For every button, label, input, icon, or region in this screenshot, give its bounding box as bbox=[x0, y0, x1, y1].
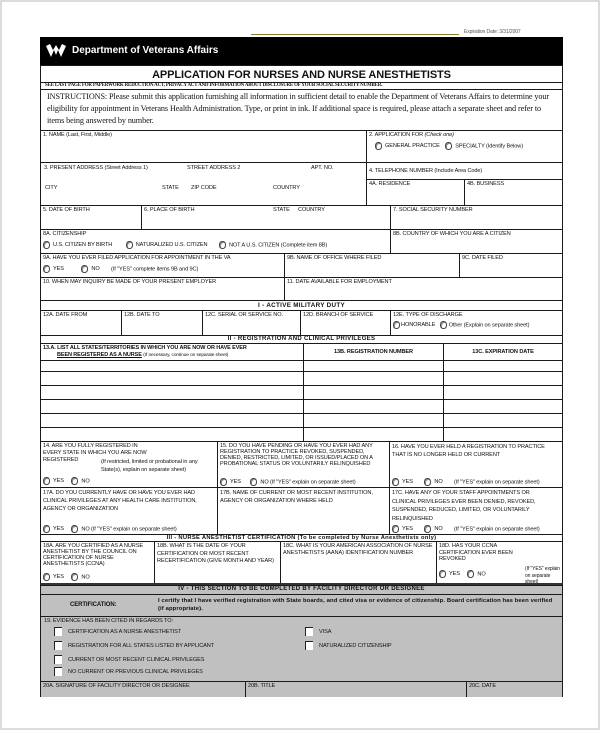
citizenship bbox=[40, 229, 391, 254]
evidence-cited-label: 19. EVIDENCE HAS BEEN CITED IN REGARDS TO: bbox=[44, 618, 173, 624]
other-discharge-radio[interactable] bbox=[440, 321, 447, 329]
evidence-item-label: VISA bbox=[319, 628, 332, 635]
ccna-certified-label: 18A. ARE YOU CERTIFIED AS A NURSE ANESTHETIST BY THE COUNCIL ON CERTIFICATION OF NURSE ANESTHETISTS (CCNA) bbox=[43, 543, 144, 567]
branch-field[interactable] bbox=[300, 310, 391, 336]
street2-label: STREET ADDRESS 2 bbox=[187, 165, 241, 171]
state-cell[interactable] bbox=[40, 371, 304, 386]
date-field[interactable] bbox=[466, 681, 563, 697]
date-available-field[interactable] bbox=[284, 277, 563, 301]
telephone-header bbox=[366, 162, 563, 180]
q17a-no-label: NO (If "YES" explain on separate sheet) bbox=[81, 526, 177, 533]
date-label: 20C. DATE bbox=[469, 683, 496, 689]
agency-banner bbox=[40, 37, 563, 66]
section-3-header: III - NURSE ANESTHETIST CERTIFICATION (To be completed by Nurse Anesthetists only) bbox=[40, 534, 563, 542]
evidence-item bbox=[305, 641, 392, 650]
address-field[interactable] bbox=[40, 162, 367, 206]
branch-label: 12D. BRANCH OF SERVICE bbox=[303, 312, 374, 318]
q17c-yes-label: YES bbox=[402, 526, 413, 533]
ccna-revoked bbox=[436, 541, 563, 584]
telephone-label: 4. TELEPHONE NUMBER (Include Area Code) bbox=[369, 168, 483, 174]
date-filed-label: 9C. DATE FILED bbox=[462, 255, 503, 261]
application-for-note: (Check one) bbox=[424, 132, 454, 138]
aana-id-field[interactable] bbox=[280, 541, 437, 584]
application-for bbox=[366, 130, 563, 163]
clinical-privileges bbox=[40, 487, 218, 535]
discharge bbox=[390, 310, 563, 336]
certification-text: I certify that I have verified registration with State boards, and cited visa or evidence of citizenship. Board certification has been verified (if appropriate). bbox=[158, 598, 553, 612]
application-for-label: 2. APPLICATION FOR bbox=[369, 132, 424, 138]
section-4-header: IV - THIS SECTION TO BE COMPLETED BY FACILITY DIRECTOR OR DESIGNEE bbox=[40, 585, 563, 595]
employer-inquiry-label: 10. WHEN MAY INQUIRY BE MADE OF YOUR PRESENT EMPLOYER bbox=[43, 279, 217, 285]
not-citizen-label: NOT A U.S. CITIZEN (Complete item 8B) bbox=[228, 242, 328, 249]
expiration-date-header: 13C. EXPIRATION DATE bbox=[443, 343, 563, 361]
q18d-yes-label: YES bbox=[449, 571, 460, 578]
not-citizen-radio[interactable] bbox=[219, 241, 226, 249]
privileges-denied-label: 17C. HAVE ANY OF YOUR STAFF APPOINTMENTS OR CLINICAL PRIVILEGES EVER BEEN DENIED, REVOKED, SUSPENDED, REDUCED, LIMITED, OR VOLUNTARILY RELINQUISHED bbox=[392, 490, 536, 522]
q15-yes-label: YES bbox=[230, 479, 241, 486]
date-from-label: 12A. DATE FROM bbox=[43, 312, 88, 318]
states-header-note: (If necessary, continue on separate sheet) bbox=[143, 353, 229, 358]
q18a-yes-radio[interactable] bbox=[43, 573, 50, 581]
expiration-date-cell[interactable] bbox=[443, 399, 563, 414]
registration-revoked bbox=[217, 441, 390, 488]
q17c-no-label: NO bbox=[434, 526, 443, 533]
business-phone-field[interactable] bbox=[464, 179, 563, 206]
clinical-privileges-label: 17A. DO YOU CURRENTLY HAVE OR HAVE YOU EVER HAD CLINICAL PRIVILEGES AT ANY HEALTH CARE INSTITUTION, AGENCY OR ORGANIZATION bbox=[43, 490, 197, 512]
evidence-item-label: REGISTRATION FOR ALL STATES LISTED BY APPLICANT bbox=[68, 642, 215, 649]
institution-name-field[interactable] bbox=[217, 487, 390, 535]
citizen-by-birth-label: U.S. CITIZEN BY BIRTH bbox=[53, 242, 113, 249]
evidence-item-label: NATURALIZED CITIZENSHIP bbox=[319, 642, 392, 649]
service-no-field[interactable] bbox=[202, 310, 301, 336]
date-to-label: 12B. DATE TO bbox=[124, 312, 160, 318]
fully-registered-note: (If restricted, limited or probational in any State(s), explain on separate sheet) bbox=[101, 459, 198, 473]
specialty-radio[interactable] bbox=[445, 142, 452, 150]
honorable-radio[interactable] bbox=[393, 321, 400, 329]
evidence-item bbox=[54, 627, 181, 636]
birthplace-field[interactable] bbox=[141, 205, 391, 230]
q15-no-label: NO (If "YES" explain on separate sheet) bbox=[260, 479, 356, 486]
title-field[interactable] bbox=[245, 681, 467, 697]
office-filed-field[interactable] bbox=[284, 253, 460, 278]
fully-registered bbox=[40, 441, 218, 488]
evidence-item bbox=[54, 667, 203, 676]
instructions: INSTRUCTIONS: Please submit this application furnishing all information in sufficient detail to enable the Department of Veterans Affairs to determine your eligibility for appointment in Veterans Health Administration. Type, or print in ink. If additional space is required, please attach a separate sheet and refer to items being answered by number. bbox=[40, 89, 563, 131]
filed-note: (If "YES" complete items 9B and 9C) bbox=[111, 266, 199, 273]
naturalized-label: NATURALIZED U.S. CITIZEN bbox=[135, 242, 208, 249]
dob-field[interactable] bbox=[40, 205, 142, 230]
visa-checkbox[interactable] bbox=[305, 627, 313, 636]
dob-label: 5. DATE OF BIRTH bbox=[43, 207, 90, 213]
section-1-header: I - ACTIVE MILITARY DUTY bbox=[40, 300, 563, 311]
name-label: 1. NAME (Last, First, Middle) bbox=[43, 132, 112, 138]
honorable-label: HONORABLE bbox=[401, 322, 436, 329]
current-privileges-checkbox[interactable] bbox=[54, 655, 62, 664]
title-label: 20B. TITLE bbox=[248, 683, 276, 689]
certification-date-label: 18B. WHAT IS THE DATE OF YOUR CERTIFICATION OR MOST RECENT RECERTIFICATION (GIVE MONTH AND YEAR) bbox=[157, 543, 274, 564]
aana-id-label: 18C. WHAT IS YOUR AMERICAN ASSOCIATION OF NURSE ANESTHETISTS (AANA) IDENTIFICATION NUMBER bbox=[283, 543, 433, 556]
q16-no-label: NO bbox=[434, 479, 443, 486]
ccna-revoked-note: (If "YES" explain on separate sheet) bbox=[525, 566, 560, 584]
evidence-item bbox=[54, 655, 204, 664]
registration-revoked-label: 15. DO YOU HAVE PENDING OR HAVE YOU EVER HAD ANY REGISTRATION TO PRACTICE REVOKED, SUSPENDED, DENIED, RESTRICTED, LIMITED, OR ISSUED/PLACED ON A PROBATIONAL STATUS OR VOLUNTARILY RELINQUISHED bbox=[220, 443, 373, 467]
date-filed-field[interactable] bbox=[459, 253, 563, 278]
agency-name: Department of Veterans Affairs bbox=[72, 45, 219, 56]
registration-checkbox[interactable] bbox=[54, 641, 62, 650]
registration-no-longer-held-label: 16. HAVE YOU EVER HELD A REGISTRATION TO PRACTICE THAT IS NO LONGER HELD OR CURRENT bbox=[392, 444, 545, 458]
q17c-yes-radio[interactable] bbox=[392, 525, 399, 533]
date-from-field[interactable] bbox=[40, 310, 122, 336]
citizenship-label: 8A. CITIZENSHIP bbox=[43, 231, 87, 237]
ccna-certified bbox=[40, 541, 155, 584]
naturalized-radio[interactable] bbox=[126, 241, 133, 249]
signature-field[interactable] bbox=[40, 681, 246, 697]
date-available-label: 11. DATE AVAILABLE FOR EMPLOYMENT bbox=[287, 279, 392, 285]
q18a-no-label: NO bbox=[81, 574, 90, 581]
fully-registered-label: 14. ARE YOU FULLY REGISTERED IN EVERY STATE IN WHICH YOU ARE NOW REGISTERED bbox=[43, 443, 147, 463]
registration-number-header: 13B. REGISTRATION NUMBER bbox=[303, 343, 444, 361]
expiration-date-cell[interactable] bbox=[443, 413, 563, 428]
birthplace-label: 6. PLACE OF BIRTH bbox=[144, 207, 195, 213]
q17a-yes-label: YES bbox=[53, 526, 64, 533]
citizen-country-label: 8B. COUNTRY OF WHICH YOU ARE A CITIZEN bbox=[393, 231, 511, 237]
expiration-date-cell[interactable] bbox=[443, 371, 563, 386]
zip-label: ZIP CODE bbox=[191, 185, 217, 191]
other-discharge-label: Other (Explain on separate sheet) bbox=[448, 322, 530, 329]
privacy-notice: SEE LAST PAGE FOR PAPERWORK REDUCTION ACT, PRIVACY ACT AND INFORMATION ABOUT DISCLOSURE OF YOUR SOCIAL SECURITY NUMBER. bbox=[40, 82, 563, 90]
name-field[interactable] bbox=[40, 130, 367, 163]
discharge-label: 12E. TYPE OF DISCHARGE bbox=[393, 312, 463, 318]
q17a-yes-radio[interactable] bbox=[43, 525, 50, 533]
registration-no-longer-held bbox=[389, 441, 563, 488]
q18a-no-radio[interactable] bbox=[71, 573, 78, 581]
expiration-date-cell[interactable] bbox=[443, 427, 563, 442]
q18d-no-radio[interactable] bbox=[467, 570, 474, 578]
certification-checkbox[interactable] bbox=[54, 627, 62, 636]
address-label: 3. PRESENT ADDRESS (Street Address 1) bbox=[44, 165, 148, 171]
state-cell[interactable] bbox=[40, 413, 304, 428]
filed-application bbox=[40, 253, 285, 278]
expiration-date-cell[interactable] bbox=[443, 385, 563, 400]
q16-note: (If "YES" explain on separate sheet) bbox=[454, 479, 540, 486]
state-label: STATE bbox=[162, 185, 179, 191]
date-to-field[interactable] bbox=[121, 310, 203, 336]
country-label: COUNTRY bbox=[273, 185, 300, 191]
citizen-country-field[interactable] bbox=[390, 229, 563, 254]
evidence-cited bbox=[40, 616, 563, 682]
q17c-note: (If "YES" explain on separate sheet) bbox=[454, 526, 540, 533]
certification-date-field[interactable] bbox=[154, 541, 281, 584]
q14-yes-label: YES bbox=[53, 478, 64, 485]
q15-yes-radio[interactable] bbox=[220, 478, 227, 486]
ccna-revoked-label: 18D. HAS YOUR CCNA CERTIFICATION EVER BEEN REVOKED bbox=[439, 543, 513, 562]
certification-label: CERTIFICATION: bbox=[70, 602, 117, 608]
privileges-denied bbox=[389, 487, 563, 535]
evidence-item-label: CURRENT OR MOST RECENT CLINICAL PRIVILEGES bbox=[68, 656, 205, 663]
ssn-label: 7. SOCIAL SECURITY NUMBER bbox=[393, 207, 473, 213]
general-practice-radio[interactable] bbox=[375, 142, 382, 150]
birth-state-label: STATE bbox=[273, 207, 290, 213]
state-cell[interactable] bbox=[40, 427, 304, 442]
filed-no-radio[interactable] bbox=[81, 265, 88, 273]
no-privileges-checkbox[interactable] bbox=[54, 667, 62, 676]
business-label: 4B. BUSINESS bbox=[467, 181, 505, 187]
registration-number-cell[interactable] bbox=[303, 427, 444, 442]
residence-label: 4A. RESIDENCE bbox=[369, 181, 411, 187]
general-practice-label: GENERAL PRACTICE bbox=[385, 143, 440, 150]
q18d-no-label: NO bbox=[477, 571, 486, 578]
registration-number-cell[interactable] bbox=[303, 399, 444, 414]
certification-row bbox=[40, 594, 563, 617]
state-cell[interactable] bbox=[40, 399, 304, 414]
gold-rule bbox=[251, 34, 459, 35]
service-no-label: 12C. SERIAL OR SERVICE NO. bbox=[205, 312, 283, 318]
evidence-item-label: CERTIFICATION AS A NURSE ANESTHETIST bbox=[68, 628, 182, 635]
filed-no-label: NO bbox=[91, 266, 100, 273]
evidence-item bbox=[305, 627, 331, 636]
registration-number-cell[interactable] bbox=[303, 413, 444, 428]
ssn-field[interactable] bbox=[390, 205, 563, 230]
states-header-label: 13.A. LIST ALL STATES/TERRITORIES IN WHICH YOU ARE NOW OR HAVE EVER bbox=[43, 345, 247, 351]
office-filed-label: 9B. NAME OF OFFICE WHERE FILED bbox=[287, 255, 382, 261]
filed-yes-label: YES bbox=[53, 266, 64, 273]
q18d-yes-radio[interactable] bbox=[439, 570, 446, 578]
q15-no-radio[interactable] bbox=[250, 478, 257, 486]
citizen-by-birth-radio[interactable] bbox=[43, 241, 50, 249]
q18a-yes-label: YES bbox=[53, 574, 64, 581]
q16-yes-radio[interactable] bbox=[392, 478, 399, 486]
q16-no-radio[interactable] bbox=[424, 478, 431, 486]
apt-label: APT. NO. bbox=[311, 165, 334, 171]
states-header bbox=[40, 343, 304, 361]
signature-label: 20A. SIGNATURE OF FACILITY DIRECTOR OR DESIGNEE bbox=[43, 683, 190, 689]
expiration-date: Expiration Date: 3/31/2007 bbox=[464, 29, 521, 35]
q17c-no-radio[interactable] bbox=[424, 525, 431, 533]
birth-country-label: COUNTRY bbox=[298, 207, 325, 213]
q17a-no-radio[interactable] bbox=[71, 525, 78, 533]
registration-number-cell[interactable] bbox=[303, 371, 444, 386]
q14-no-label: NO bbox=[81, 478, 90, 485]
section-2-header: II - REGISTRATION AND CLINICAL PRIVILEGES bbox=[40, 335, 563, 344]
evidence-item-label: NO CURRENT OR PREVIOUS CLINICAL PRIVILEGES bbox=[68, 668, 203, 675]
q14-no-radio[interactable] bbox=[71, 477, 78, 485]
residence-phone-field[interactable] bbox=[366, 179, 465, 206]
registration-number-cell[interactable] bbox=[303, 385, 444, 400]
naturalized-checkbox[interactable] bbox=[305, 641, 313, 650]
city-label: CITY bbox=[45, 185, 58, 191]
state-cell[interactable] bbox=[40, 385, 304, 400]
specialty-label: SPECIALTY (Identify Below) bbox=[455, 143, 523, 150]
employer-inquiry-field[interactable] bbox=[40, 277, 285, 301]
filed-yes-radio[interactable] bbox=[43, 265, 50, 273]
q16-yes-label: YES bbox=[402, 479, 413, 486]
filed-application-label: 9A. HAVE YOU EVER FILED APPLICATION FOR APPOINTMENT IN THE VA bbox=[43, 255, 231, 261]
q14-yes-radio[interactable] bbox=[43, 477, 50, 485]
form-title: APPLICATION FOR NURSES AND NURSE ANESTHETISTS bbox=[40, 65, 563, 83]
evidence-item bbox=[54, 641, 214, 650]
states-header-label-2: BEEN REGISTERED AS A NURSE bbox=[57, 352, 142, 358]
va-logo-icon bbox=[45, 42, 67, 60]
institution-name-label: 17B. NAME OF CURRENT OR MOST RECENT INSTITUTION, AGENCY OR ORGANIZATION WHERE HELD bbox=[220, 490, 373, 504]
